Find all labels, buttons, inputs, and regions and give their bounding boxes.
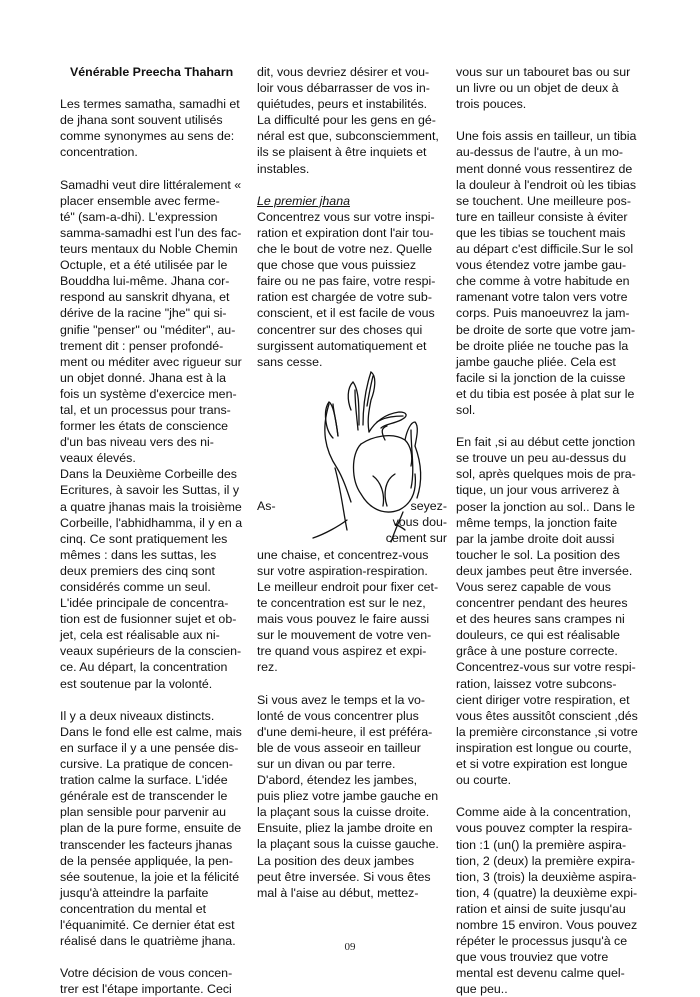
text-line: et des heures sans crampes ni: [456, 612, 625, 627]
text-line: veaux supérieurs de la conscien-: [60, 644, 242, 659]
text-line: ment ou méditer avec rigueur sur: [60, 354, 242, 369]
text-line: Dans la Deuxième Corbeille des: [60, 467, 237, 482]
text-line: est soutenue par la volonté.: [60, 676, 213, 691]
column-1-body: [60, 96, 250, 997]
text-line: ration et expiration dont l'air tou-: [257, 225, 434, 240]
text-line: lonté de vous concentrer plus: [257, 708, 419, 723]
text-line: Votre décision de vous concen-: [60, 966, 233, 981]
text-line: même temps, la jonction faite: [456, 515, 618, 530]
text-line: vous êtes aussitôt conscient ,dés: [456, 708, 638, 723]
text-line: de jhana sont souvent utilisés: [60, 113, 223, 128]
text-line: concentration du mental et: [60, 901, 207, 916]
text-line: Concentrez vous sur votre inspi-: [257, 209, 435, 224]
text-line: un objet donné. Jhana est à la: [60, 370, 227, 385]
text-line: corps. Puis manoeuvrez la jam-: [456, 306, 630, 321]
text-line: Corbeille, l'abhidhamma, il y en a: [60, 515, 243, 530]
text-line: che comme à votre habitude en: [456, 274, 630, 289]
text-line: D'abord, étendez les jambes,: [257, 773, 418, 788]
text-line: rez.: [257, 660, 278, 675]
spacer: [60, 80, 250, 96]
text-line: en surface il y a une pensée dis-: [60, 740, 239, 755]
text-line: poser la jonction au sol.. Dans le: [456, 499, 636, 514]
text-line: Il y a deux niveaux distincts.: [60, 708, 215, 723]
text-line: et du tibia est posée à plat sur le: [456, 386, 635, 401]
text-line: Les termes samatha, samadhi et: [60, 97, 240, 112]
text-line: te concentration est sur le nez,: [257, 596, 426, 611]
text-line: que les tibias se touchent mais: [456, 225, 626, 240]
caption-right: [386, 498, 447, 546]
text-line: tion est de fusionner sujet et ob-: [60, 612, 237, 627]
text-line: tion :1 (un() la première aspira-: [456, 837, 627, 852]
text-line: Dans le fond elle est calme, mais: [60, 724, 242, 739]
figure-hand-mudra: [257, 370, 455, 547]
text-line: sol, après quelques mois de pra-: [456, 467, 636, 482]
text-line: Octuple, et a été utilisée par le: [60, 258, 228, 273]
text-line: vous pouvez compter la respira-: [456, 821, 633, 836]
text-line: ment donné vous ressentirez de: [456, 161, 633, 176]
text-line: douleurs, ce qui est réalisable: [456, 628, 620, 643]
text-line: ce. Au départ, la concentration: [60, 660, 228, 675]
text-line: sur un divan ou par terre.: [257, 757, 396, 771]
text-line: puis pliez votre jambe gauche en: [257, 789, 439, 804]
column-2-body: [257, 209, 455, 370]
text-line: facile si la jonction de la cuisse: [456, 370, 626, 385]
text-line: ration, laissez votre subcons-: [456, 676, 617, 691]
author-title: Vénérable Preecha Thaharn: [70, 65, 234, 79]
paragraph-break: [257, 676, 455, 692]
text-line: concentration.: [60, 145, 138, 160]
text-line: une chaise, et concentrez-vous: [257, 547, 429, 562]
text-line: ble de vous asseoir en tailleur: [257, 740, 421, 755]
text-line: vous étendez votre jambe gau-: [456, 258, 627, 273]
text-line: a quatre jhanas mais la troisième: [60, 499, 242, 514]
text-line: che le bout de votre nez. Quelle: [257, 242, 432, 257]
text-line: d'un bas niveau vers des ni-: [60, 435, 214, 450]
text-line: ration est chargée de votre sub-: [257, 290, 432, 305]
text-line: toucher le sol. La position des: [456, 547, 620, 562]
paragraph-break: [60, 161, 250, 177]
paragraph-break: [257, 177, 455, 193]
text-line: la douleur à l'endroit où les tibias: [456, 177, 637, 192]
text-line: vous sur un tabouret bas ou sur: [456, 65, 631, 79]
text-line: tration calme la surface. L'idée: [60, 773, 228, 788]
text-line: Vous serez capable de vous: [456, 580, 611, 594]
text-line: trer est l'étape importante. Ceci: [60, 982, 232, 997]
text-line: trois pouces.: [456, 97, 527, 112]
text-line: surgissent automatiquement et: [257, 338, 427, 353]
text-line: cursive. La pratique de concen-: [60, 757, 233, 772]
paragraph-break: [456, 418, 656, 434]
text-line: Ecritures, à savoir les Suttas, il y: [60, 483, 240, 498]
text-line: que peu..: [456, 982, 508, 997]
text-line: que vous trouviez que votre: [456, 950, 609, 965]
section-heading-premier-jhana: Le premier jhana: [257, 193, 350, 208]
text-line: tion, 4 (quatre) la deuxième expi-: [456, 885, 638, 900]
text-line: et si votre expiration est longue: [456, 757, 628, 772]
column-2: [257, 64, 455, 901]
page-number: 09: [344, 941, 356, 953]
text-line: grâce à une posture correcte.: [456, 644, 618, 659]
text-line: ture en tailleur consiste à éviter: [456, 209, 628, 224]
text-line: instables.: [257, 161, 310, 176]
text-line: au-dessus de l'autre, à un mo-: [456, 145, 623, 160]
text-line: que chose que vous puissiez: [257, 258, 417, 273]
text-line: veaux élevés.: [60, 451, 136, 466]
text-line: la plaçant sous la cuisse droite.: [257, 805, 430, 820]
text-line: ils se plaisent à être inquiets et: [257, 145, 427, 160]
text-line: Le meilleur endroit pour fixer cet-: [257, 579, 439, 594]
text-line: tion, 2 (deux) la première expira-: [456, 853, 636, 868]
text-line: néral est que, subconsciemment,: [257, 129, 439, 144]
text-line: trement dit : penser profondé-: [60, 338, 224, 353]
caption-right-line: seyez-: [410, 498, 447, 513]
caption-left: As-: [257, 498, 276, 513]
text-line: ou courte.: [456, 773, 512, 788]
text-line: conscient, et il est facile de vous: [257, 306, 435, 321]
text-line: En fait ,si au début cette jonction: [456, 435, 636, 450]
text-line: comme synonymes au sens de:: [60, 129, 235, 144]
text-line: sol.: [456, 402, 476, 417]
text-line: loir vous débarrasser de vos in-: [257, 81, 430, 96]
text-line: jusqu'à atteindre la parfaite: [60, 885, 209, 900]
text-line: deux jambes peut être inversée.: [456, 563, 633, 578]
caption-right-line: vous dou-: [392, 514, 447, 529]
text-line: Bouddha lui-même. Jhana cor-: [60, 274, 230, 289]
text-line: la première circonstance ,si votre: [456, 724, 638, 739]
text-line: réalisé dans le quatrième jhana.: [60, 934, 236, 949]
text-line: jambe gauche pliée. Cela est: [456, 354, 616, 369]
text-line: respond au sanskrit dhyana, et: [60, 290, 230, 305]
text-line: plan sensible pour parvenir au: [60, 805, 227, 820]
text-line: l'équanimité. Ce dernier état est: [60, 917, 235, 932]
text-line: faire ou ne pas faire, votre respi-: [257, 274, 436, 289]
text-line: Concentrez-vous sur votre respi-: [456, 660, 636, 675]
text-line: deux premiers des cinq sont: [60, 563, 215, 578]
text-line: mais vous pouvez le faire aussi: [257, 612, 430, 627]
text-line: répéter le processus jusqu'à ce: [456, 934, 628, 949]
text-line: té" (sam-a-dhi). L'expression: [60, 209, 218, 224]
text-line: d'une demi-heure, il est préféra-: [257, 724, 433, 739]
column-2-continued: [257, 547, 455, 901]
text-line: considérés comme un seul.: [60, 580, 211, 594]
text-line: Comme aide à la concentration,: [456, 805, 631, 820]
text-line: de la pensée appliquée, la pen-: [60, 853, 233, 868]
column-2-intro: [257, 64, 455, 193]
text-line: cient diriger votre respiration, et: [456, 692, 630, 707]
text-line: tal, et un processus pour trans-: [60, 402, 231, 417]
text-line: placer ensemble avec ferme-: [60, 193, 220, 208]
text-line: quiétudes, peurs et instabilités.: [257, 97, 428, 112]
text-line: sans cesse.: [257, 354, 323, 369]
text-line: sur le mouvement de votre ven-: [257, 628, 432, 643]
text-line: mêmes : dans les suttas, les: [60, 547, 217, 562]
text-line: cinq. Ce sont pratiquement les: [60, 531, 228, 546]
text-line: sée soutenue, la joie et la félicité: [60, 869, 240, 884]
text-line: tique, un jour vous arriverez à: [456, 483, 620, 498]
text-line: la plaçant sous la cuisse gauche.: [257, 837, 439, 852]
text-line: be droite pliée ne touche pas la: [456, 338, 629, 353]
text-line: La difficulté pour les gens en gé-: [257, 113, 436, 128]
text-line: gnifie "penser" ou "méditer", au-: [60, 322, 236, 337]
text-line: be droite de sorte que votre jam-: [456, 322, 636, 337]
text-line: mental est devenu calme quel-: [456, 966, 625, 981]
text-line: se touchent. Une meilleure pos-: [456, 193, 631, 208]
text-line: La position des deux jambes: [257, 853, 415, 868]
column-3-body: [456, 64, 656, 997]
text-line: dit, vous devriez désirer et vou-: [257, 65, 430, 79]
text-line: Si vous avez le temps et la vo-: [257, 692, 426, 707]
text-line: nombre 15 environ. Vous pouvez: [456, 917, 638, 932]
paragraph-break: [456, 112, 656, 128]
text-line: tion, 3 (trois) la deuxième aspira-: [456, 869, 637, 884]
text-line: peut être inversée. Si vous êtes: [257, 869, 431, 884]
text-line: générale est de transcender le: [60, 789, 228, 804]
text-line: concentrer pendant des heures: [456, 596, 628, 611]
text-line: L'idée principale de concentra-: [60, 596, 229, 611]
text-line: ration et ainsi de suite jusqu'au: [456, 901, 626, 916]
paragraph-break: [456, 788, 656, 804]
paragraph-break: [60, 692, 250, 708]
text-line: par la jambe droite doit aussi: [456, 531, 615, 546]
text-line: samma-samadhi est l'un des fac-: [60, 225, 242, 240]
text-line: teurs mentaux du Noble Chemin: [60, 242, 238, 257]
column-3: [456, 64, 656, 997]
text-line: fois un système d'exercice men-: [60, 386, 237, 401]
caption-right-line: cement sur: [385, 530, 447, 545]
text-line: mal à l'aise au début, mettez-: [257, 885, 419, 900]
text-line: Samadhi veut dire littéralement «: [60, 177, 242, 192]
text-line: ramenant votre talon vers votre: [456, 290, 628, 305]
text-line: tre quand vous aspirez et expi-: [257, 644, 427, 659]
text-line: former les états de conscience: [60, 419, 229, 434]
column-1: [60, 64, 250, 997]
text-line: inspiration est longue ou courte,: [456, 740, 632, 755]
text-line: plan de la pure forme, ensuite de: [60, 821, 242, 836]
text-line: Une fois assis en tailleur, un tibia: [456, 129, 637, 144]
text-line: concentrer sur des choses qui: [257, 322, 423, 337]
text-line: un livre ou un objet de deux à: [456, 81, 619, 96]
text-line: au départ c'est difficile.Sur le sol: [456, 242, 634, 257]
text-line: sur votre aspiration-respiration.: [257, 563, 428, 578]
text-line: jet, cela est réalisable aux ni-: [60, 628, 220, 643]
text-line: dérive de la racine "jhe" qui si-: [60, 306, 227, 321]
text-line: se trouve un peu au-dessus du: [456, 451, 627, 466]
text-line: transcender les facteurs jhanas: [60, 837, 233, 852]
text-line: Ensuite, pliez la jambe droite en: [257, 821, 433, 836]
